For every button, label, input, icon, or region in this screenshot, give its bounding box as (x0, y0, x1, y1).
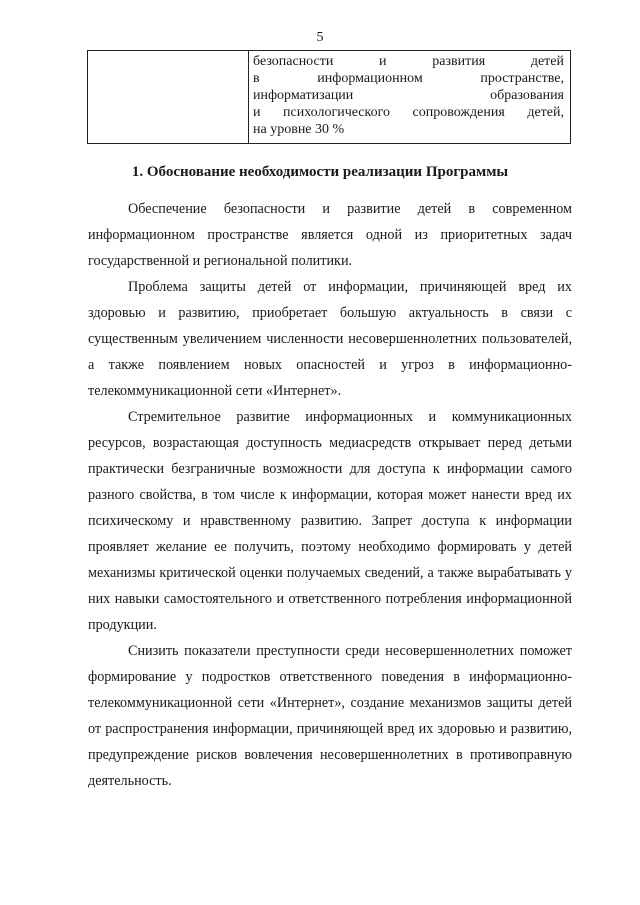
paragraph: Проблема защиты детей от информации, причиняющей вред их здоровью и развитию, приобретает большую актуальность в связи с существенным увеличением численности несовершеннолетних пользователей, а также появлением новых опасностей и угроз в информационно-телекоммуникационной сети «Интернет». (88, 279, 572, 399)
page-number: 5 (316, 30, 324, 45)
table-cell-line: в информационном пространстве, (253, 71, 564, 86)
paragraph: Стремительное развитие информационных и коммуникационных ресурсов, возрастающая доступность медиасредств открывает перед детьми практически безграничные возможности для доступа к информации самого разного свойства, в том числе к информации, которая может нанести вред их психическому и нравственному развитию. Запрет доступа к информации проявляет желание ее получить, поэтому необходимо формировать у детей механизмы критической оценки получаемых сведений, а также вырабатывать у них навыки самостоятельного и ответственного потребления информационной продукции. (88, 409, 572, 633)
table-cell-line: и психологического сопровождения детей, (253, 105, 564, 120)
table-row (88, 51, 571, 144)
continuation-table (87, 50, 571, 144)
paragraph: Обеспечение безопасности и развитие детей в современном информационном пространстве является одной из приоритетных задач государственной и региональной политики. (88, 201, 572, 269)
table-cell-line: безопасности и развития детей (253, 54, 564, 69)
table-cell-target-indicator (249, 51, 571, 144)
table-cell-line: на уровне 30 % (253, 122, 345, 137)
section-heading: 1. Обоснование необходимости реализации Программы (131, 164, 509, 180)
table-cell-line: информатизации образования (253, 88, 564, 103)
body-text (88, 196, 572, 794)
paragraph: Снизить показатели преступности среди несовершеннолетних поможет формирование у подростков ответственного поведения в информационно-телекоммуникационной сети «Интернет», создание механизмов защиты детей от распространения информации, причиняющей вред их здоровью и развитию, предупреждение рисков вовлечения несовершеннолетних в противоправную деятельность. (88, 643, 572, 789)
table-cell-empty (88, 51, 249, 144)
